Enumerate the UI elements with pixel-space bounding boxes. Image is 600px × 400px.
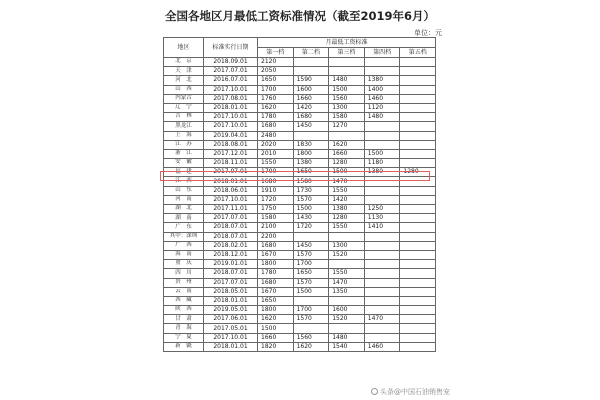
watermark: [371, 387, 450, 397]
level-5-cell: [400, 131, 436, 140]
level-5-cell: [400, 333, 436, 342]
region-cell: 内蒙古: [164, 94, 204, 103]
level-5-cell: [400, 205, 436, 214]
level-2-cell: 1570: [293, 315, 329, 324]
level-5-cell: [400, 324, 436, 333]
level-3-cell: 1420: [329, 195, 365, 204]
level-5-cell: [400, 186, 436, 195]
level-4-cell: 1470: [364, 315, 400, 324]
level-3-cell: 1350: [329, 287, 365, 296]
level-1-cell: 1700: [258, 168, 294, 177]
header-monthly-standard: 月最低工资标准: [258, 38, 436, 48]
region-cell: 天 津: [164, 67, 204, 76]
region-cell: 云 南: [164, 287, 204, 296]
level-5-cell: [400, 177, 436, 186]
level-2-cell: 1600: [293, 85, 329, 94]
level-3-cell: 1620: [329, 140, 365, 149]
level-2-cell: 1650: [293, 168, 329, 177]
table-row: [164, 131, 436, 140]
table-row: [164, 103, 436, 112]
level-1-cell: 1700: [258, 85, 294, 94]
level-3-cell: 1280: [329, 214, 365, 223]
date-cell: 2017.10.01: [204, 85, 258, 94]
level-4-cell: 1500: [364, 149, 400, 158]
level-1-cell: 1650: [258, 76, 294, 85]
region-cell: 新 疆: [164, 342, 204, 351]
level-2-cell: 1650: [293, 269, 329, 278]
level-5-cell: [400, 287, 436, 296]
level-4-cell: 1120: [364, 103, 400, 112]
region-cell: 陕 西: [164, 306, 204, 315]
date-cell: 2018.07.01: [204, 232, 258, 241]
level-3-cell: 1560: [329, 94, 365, 103]
header-level-2: 第二档: [293, 48, 329, 58]
region-cell: 上 海: [164, 131, 204, 140]
region-cell: 江 苏: [164, 140, 204, 149]
level-4-cell: [364, 324, 400, 333]
table-row: [164, 159, 436, 168]
level-2-cell: 1800: [293, 149, 329, 158]
level-4-cell: 1380: [364, 76, 400, 85]
level-3-cell: 1550: [329, 223, 365, 232]
level-4-cell: [364, 195, 400, 204]
header-level-5: 第五档: [400, 48, 436, 58]
level-1-cell: 1800: [258, 260, 294, 269]
level-1-cell: 1550: [258, 159, 294, 168]
level-2-cell: 1500: [293, 205, 329, 214]
region-cell: 安 徽: [164, 159, 204, 168]
header-level-1: 第一档: [258, 48, 294, 58]
level-3-cell: [329, 67, 365, 76]
level-4-cell: 1460: [364, 342, 400, 351]
level-4-cell: 1480: [364, 113, 400, 122]
level-5-cell: [400, 223, 436, 232]
table-row: [164, 214, 436, 223]
level-3-cell: [329, 131, 365, 140]
level-3-cell: 1380: [329, 205, 365, 214]
region-cell: 山 东: [164, 186, 204, 195]
region-cell: 河 南: [164, 195, 204, 204]
level-1-cell: 1620: [258, 103, 294, 112]
date-cell: 2018.02.01: [204, 241, 258, 250]
level-5-cell: [400, 260, 436, 269]
table-row: [164, 260, 436, 269]
level-5-cell: [400, 122, 436, 131]
table-row: [164, 94, 436, 103]
date-cell: 2017.07.01: [204, 168, 258, 177]
region-cell: 黑龙江: [164, 122, 204, 131]
level-1-cell: 1820: [258, 342, 294, 351]
table-row: [164, 287, 436, 296]
date-cell: 2017.07.01: [204, 67, 258, 76]
level-3-cell: 1600: [329, 306, 365, 315]
level-2-cell: 1660: [293, 94, 329, 103]
level-4-cell: [364, 241, 400, 250]
level-4-cell: [364, 278, 400, 287]
table-row: [164, 177, 436, 186]
level-3-cell: 1660: [329, 149, 365, 158]
date-cell: 2018.08.01: [204, 140, 258, 149]
table-row: [164, 122, 436, 131]
level-3-cell: 1550: [329, 186, 365, 195]
level-5-cell: [400, 76, 436, 85]
date-cell: 2017.12.01: [204, 149, 258, 158]
table-row: [164, 232, 436, 241]
table-row: [164, 324, 436, 333]
level-5-cell: [400, 241, 436, 250]
level-2-cell: [293, 131, 329, 140]
table-row: [164, 269, 436, 278]
table-row: [164, 241, 436, 250]
date-cell: 2018.01.01: [204, 342, 258, 351]
region-cell: 湖 北: [164, 205, 204, 214]
date-cell: 2017.06.01: [204, 315, 258, 324]
level-4-cell: 1130: [364, 214, 400, 223]
level-2-cell: 1420: [293, 103, 329, 112]
table-row: [164, 58, 436, 67]
level-3-cell: 1520: [329, 250, 365, 259]
level-2-cell: 1700: [293, 306, 329, 315]
level-5-cell: [400, 342, 436, 351]
date-cell: 2017.10.01: [204, 113, 258, 122]
level-2-cell: [293, 58, 329, 67]
level-5-cell: [400, 140, 436, 149]
header-row-1: [164, 38, 436, 48]
date-cell: 2017.08.01: [204, 94, 258, 103]
region-cell: 其中：深圳: [164, 232, 204, 241]
region-cell: 江 西: [164, 177, 204, 186]
level-1-cell: 1670: [258, 250, 294, 259]
level-5-cell: [400, 103, 436, 112]
date-cell: 2018.09.01: [204, 58, 258, 67]
level-5-cell: [400, 315, 436, 324]
level-1-cell: 2020: [258, 140, 294, 149]
level-1-cell: 1680: [258, 177, 294, 186]
level-5-cell: [400, 250, 436, 259]
table-row: [164, 315, 436, 324]
level-4-cell: [364, 140, 400, 149]
level-4-cell: [364, 122, 400, 131]
level-5-cell: [400, 149, 436, 158]
level-4-cell: 1460: [364, 94, 400, 103]
date-cell: 2018.05.01: [204, 287, 258, 296]
level-4-cell: [364, 131, 400, 140]
level-5-cell: [400, 58, 436, 67]
level-3-cell: 1540: [329, 342, 365, 351]
level-2-cell: [293, 67, 329, 76]
level-1-cell: 1680: [258, 241, 294, 250]
level-5-cell: [400, 269, 436, 278]
date-cell: 2018.01.01: [204, 103, 258, 112]
level-2-cell: 1730: [293, 186, 329, 195]
level-3-cell: 1470: [329, 177, 365, 186]
level-4-cell: [364, 260, 400, 269]
level-4-cell: 1180: [364, 159, 400, 168]
level-2-cell: 1380: [293, 159, 329, 168]
date-cell: 2017.11.01: [204, 205, 258, 214]
region-cell: 河 北: [164, 76, 204, 85]
level-5-cell: [400, 94, 436, 103]
region-cell: 甘 肃: [164, 315, 204, 324]
level-2-cell: 1720: [293, 223, 329, 232]
level-2-cell: 1830: [293, 140, 329, 149]
level-4-cell: 1410: [364, 223, 400, 232]
level-5-cell: [400, 232, 436, 241]
level-4-cell: 1400: [364, 85, 400, 94]
level-3-cell: 1270: [329, 122, 365, 131]
level-3-cell: 1300: [329, 241, 365, 250]
date-cell: 2017.07.01: [204, 214, 258, 223]
table-row: [164, 306, 436, 315]
level-5-cell: [400, 159, 436, 168]
table-row: [164, 85, 436, 94]
watermark-text: 头条@中国石油销售宠: [380, 388, 450, 396]
level-4-cell: [364, 177, 400, 186]
level-4-cell: [364, 58, 400, 67]
level-3-cell: 1480: [329, 76, 365, 85]
date-cell: 2018.06.01: [204, 186, 258, 195]
level-1-cell: 2200: [258, 232, 294, 241]
region-cell: 贵 州: [164, 278, 204, 287]
level-1-cell: 1670: [258, 287, 294, 296]
minimum-wage-table: [163, 37, 436, 352]
region-cell: 辽 宁: [164, 103, 204, 112]
region-cell: 重 庆: [164, 260, 204, 269]
level-1-cell: 1650: [258, 296, 294, 305]
date-cell: 2018.01.01: [204, 177, 258, 186]
region-cell: 四 川: [164, 269, 204, 278]
level-1-cell: 2100: [258, 223, 294, 232]
level-2-cell: 1560: [293, 333, 329, 342]
date-cell: 2018.12.01: [204, 250, 258, 259]
level-1-cell: 1620: [258, 315, 294, 324]
watermark-icon: [371, 388, 378, 395]
level-1-cell: 1910: [258, 186, 294, 195]
level-2-cell: 1430: [293, 214, 329, 223]
level-1-cell: 2480: [258, 131, 294, 140]
level-2-cell: [293, 232, 329, 241]
date-cell: 2019.05.01: [204, 306, 258, 315]
region-cell: 海 南: [164, 250, 204, 259]
level-2-cell: 1620: [293, 342, 329, 351]
level-3-cell: 1480: [329, 333, 365, 342]
date-cell: 2017.10.01: [204, 195, 258, 204]
level-3-cell: 1520: [329, 315, 365, 324]
level-3-cell: [329, 324, 365, 333]
level-4-cell: [364, 333, 400, 342]
level-4-cell: [364, 306, 400, 315]
level-5-cell: [400, 214, 436, 223]
level-2-cell: 1450: [293, 241, 329, 250]
table-row: [164, 278, 436, 287]
date-cell: 2018.07.01: [204, 223, 258, 232]
header-level-4: 第四档: [364, 48, 400, 58]
table-row: [164, 67, 436, 76]
level-4-cell: [364, 269, 400, 278]
date-cell: 2019.01.01: [204, 260, 258, 269]
document-title: 全国各地区月最低工资标准情况（截至2019年6月）: [164, 9, 435, 23]
table-row: [164, 195, 436, 204]
table-row: [164, 250, 436, 259]
level-5-cell: [400, 296, 436, 305]
level-1-cell: 1580: [258, 214, 294, 223]
header-date: 标准实行日期: [204, 38, 258, 58]
level-2-cell: 1450: [293, 122, 329, 131]
region-cell: 湖 南: [164, 214, 204, 223]
level-4-cell: [364, 232, 400, 241]
level-2-cell: [293, 296, 329, 305]
level-3-cell: 1470: [329, 278, 365, 287]
table-row: [164, 223, 436, 232]
table-row: [164, 333, 436, 342]
date-cell: 2017.10.01: [204, 122, 258, 131]
region-cell: 青 海: [164, 324, 204, 333]
table-row: [164, 149, 436, 158]
level-1-cell: 1780: [258, 113, 294, 122]
level-2-cell: 1570: [293, 250, 329, 259]
level-4-cell: [364, 67, 400, 76]
level-3-cell: 1500: [329, 168, 365, 177]
level-5-cell: [400, 113, 436, 122]
level-3-cell: [329, 296, 365, 305]
date-cell: 2017.07.01: [204, 278, 258, 287]
region-cell: 浙 江: [164, 149, 204, 158]
level-5-cell: [400, 306, 436, 315]
level-5-cell: [400, 67, 436, 76]
level-4-cell: [364, 296, 400, 305]
level-3-cell: 1280: [329, 159, 365, 168]
level-5-cell: [400, 278, 436, 287]
region-cell: 广 西: [164, 241, 204, 250]
level-4-cell: [364, 186, 400, 195]
table-row: [164, 205, 436, 214]
table-row: [164, 342, 436, 351]
level-4-cell: 1250: [364, 205, 400, 214]
unit-label: 单位：元: [414, 29, 442, 37]
level-1-cell: 1760: [258, 94, 294, 103]
level-4-cell: [364, 287, 400, 296]
table-row: [164, 140, 436, 149]
level-1-cell: 2120: [258, 58, 294, 67]
level-5-cell: 1280: [400, 168, 436, 177]
level-3-cell: [329, 58, 365, 67]
level-1-cell: 1780: [258, 269, 294, 278]
level-3-cell: 1300: [329, 103, 365, 112]
table-row: [164, 168, 436, 177]
level-1-cell: 2050: [258, 67, 294, 76]
level-1-cell: 1800: [258, 306, 294, 315]
table-row: [164, 296, 436, 305]
region-cell: 北 京: [164, 58, 204, 67]
level-5-cell: [400, 85, 436, 94]
level-1-cell: 1750: [258, 205, 294, 214]
date-cell: 2018.07.01: [204, 269, 258, 278]
table-row: [164, 76, 436, 85]
level-1-cell: 1660: [258, 333, 294, 342]
level-3-cell: 1580: [329, 113, 365, 122]
level-4-cell: 1380: [364, 168, 400, 177]
level-2-cell: 1680: [293, 113, 329, 122]
date-cell: 2018.11.01: [204, 159, 258, 168]
level-2-cell: 1590: [293, 76, 329, 85]
header-level-3: 第三档: [329, 48, 365, 58]
level-2-cell: 1570: [293, 278, 329, 287]
level-1-cell: 1680: [258, 278, 294, 287]
level-2-cell: 1570: [293, 195, 329, 204]
level-5-cell: [400, 195, 436, 204]
level-2-cell: [293, 324, 329, 333]
table-row: [164, 186, 436, 195]
date-cell: 2018.01.01: [204, 296, 258, 305]
level-2-cell: 1500: [293, 287, 329, 296]
level-3-cell: [329, 260, 365, 269]
region-cell: 吉 林: [164, 113, 204, 122]
date-cell: 2019.04.01: [204, 131, 258, 140]
header-region: 地区: [164, 38, 204, 58]
region-cell: 西 藏: [164, 296, 204, 305]
level-1-cell: 2010: [258, 149, 294, 158]
level-1-cell: 1720: [258, 195, 294, 204]
level-3-cell: [329, 232, 365, 241]
date-cell: 2017.10.01: [204, 333, 258, 342]
region-cell: 福 建: [164, 168, 204, 177]
level-1-cell: 1500: [258, 324, 294, 333]
date-cell: 2017.05.01: [204, 324, 258, 333]
level-2-cell: 1580: [293, 177, 329, 186]
table-row: [164, 113, 436, 122]
level-2-cell: 1700: [293, 260, 329, 269]
region-cell: 山 西: [164, 85, 204, 94]
level-4-cell: [364, 250, 400, 259]
region-cell: 广 东: [164, 223, 204, 232]
level-1-cell: 1680: [258, 122, 294, 131]
region-cell: 宁 夏: [164, 333, 204, 342]
level-3-cell: 1550: [329, 269, 365, 278]
level-3-cell: 1500: [329, 85, 365, 94]
date-cell: 2016.07.01: [204, 76, 258, 85]
